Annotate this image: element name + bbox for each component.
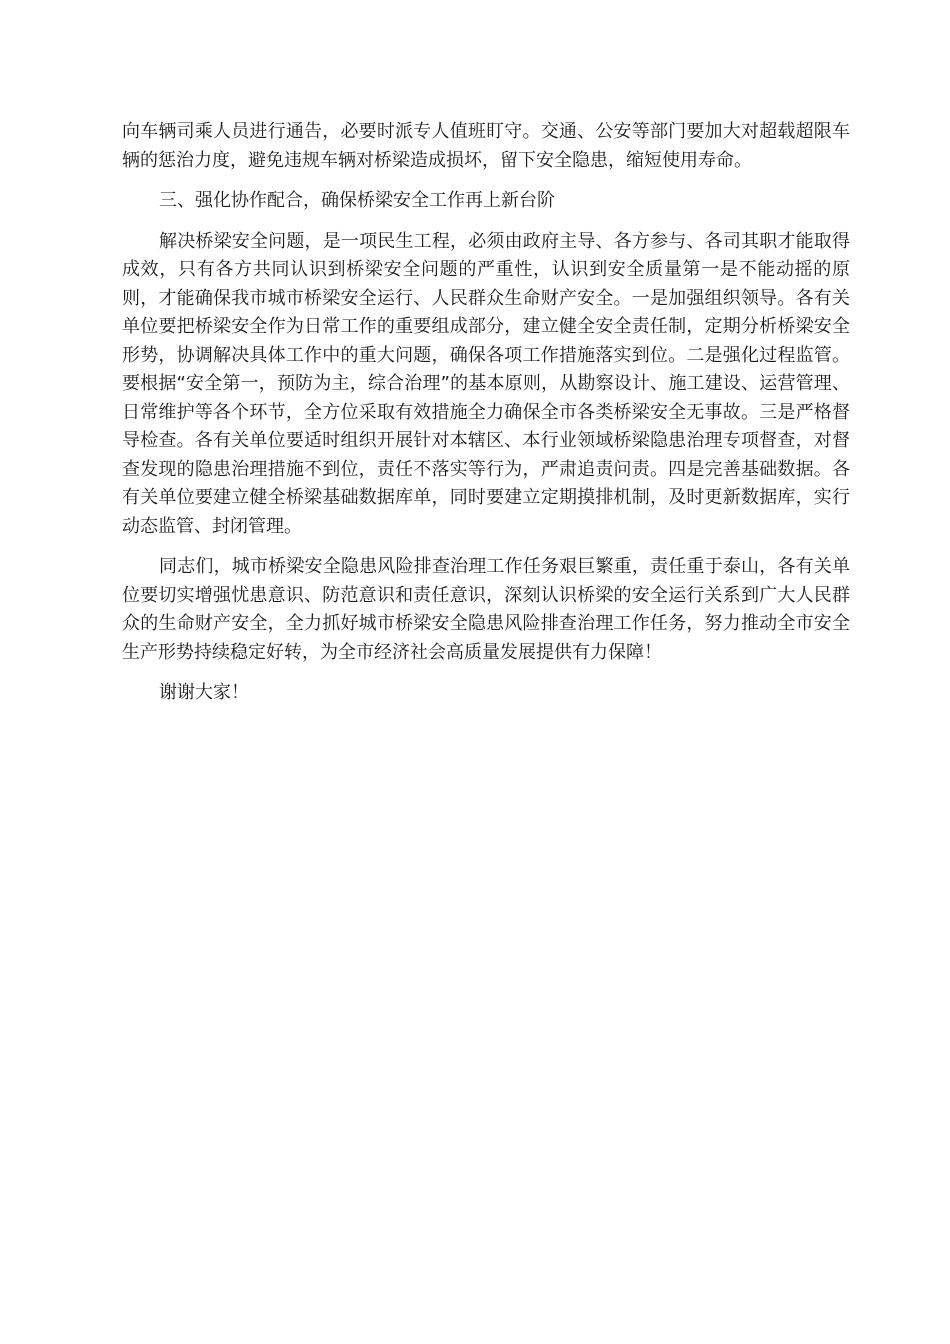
section-heading-3: 三、强化协作配合，确保桥梁安全工作再上新台阶 [159,190,555,211]
document-body [122,118,850,720]
paragraph-closing: 同志们，城市桥梁安全隐患风险排查治理工作任务艰巨繁重，责任重于泰山，各有关单位要切实增强忧患意识、防范意识和责任意识，深刻认识桥梁的安全运行关系到广大人民群众的生命财产安全，全力抓好城市桥梁安全隐患风险排查治理工作任务，努力推动全市安全生产形势持续稳定好转，为全市经济社会高质量发展提供有力保障！ [122,556,850,663]
paragraph-thanks: 谢谢大家！ [159,682,249,703]
paragraph-continuation: 向车辆司乘人员进行通告，必要时派专人值班盯守。交通、公安等部门要加大对超载超限车辆的惩治力度，避免违规车辆对桥梁造成损坏，留下安全隐患，缩短使用寿命。 [122,121,850,171]
paragraph-measures: 解决桥梁安全问题，是一项民生工程，必须由政府主导、各方参与、各司其职才能取得成效，只有各方共同认识到桥梁安全问题的严重性，认识到安全质量第一是不能动摇的原则，才能确保我市城市桥梁安全运行、人民群众生命财产安全。一是加强组织领导。各有关单位要把桥梁安全作为日常工作的重要组成部分，建立健全安全责任制，定期分析桥梁安全形势，协调解决具体工作中的重大问题，确保各项工作措施落实到位。二是强化过程监管。要根据“安全第一，预防为主，综合治理”的基本原则，从勘察设计、施工建设、运营管理、日常维护等各个环节，全方位采取有效措施全力确保全市各类桥梁安全无事故。三是严格督导检查。各有关单位要适时组织开展针对本辖区、本行业领域桥梁隐患治理专项督查，对督查发现的隐患治理措施不到位，责任不落实等行为，严肃追责问责。四是完善基础数据。各有关单位要建立健全桥梁基础数据库单，同时要建立定期摸排机制，及时更新数据库，实行动态监管、封闭管理。 [122,230,850,537]
